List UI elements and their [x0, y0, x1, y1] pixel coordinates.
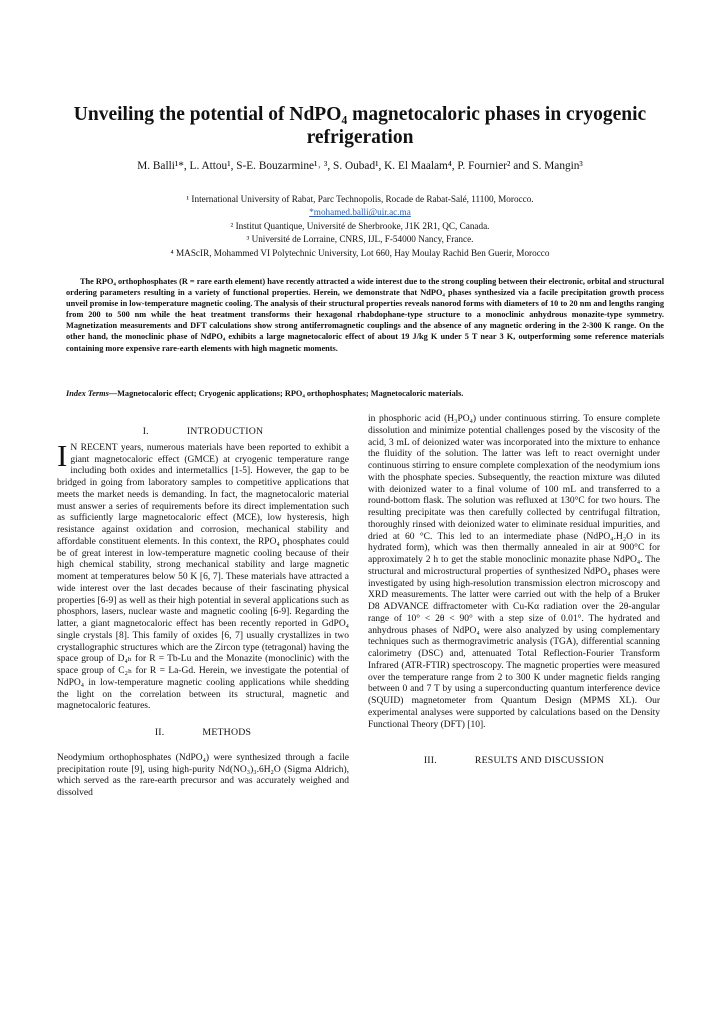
index-terms: [66, 389, 664, 398]
section-number: III.: [423, 755, 437, 767]
affiliation-2: ² Institut Quantique, Université de Sherbrooke, J1K 2R1, QC, Canada.: [230, 220, 490, 231]
affiliations: [40, 193, 680, 260]
section-title: RESULTS AND DISCUSSION: [474, 755, 605, 767]
affiliation-1: ¹ International University of Rabat, Parc Technopolis, Rocade de Rabat-Salé, 11100, Morocco.: [186, 194, 534, 204]
section-title: METHODS: [202, 727, 252, 738]
introduction-text: N RECENT years, numerous materials have been reported to exhibit a giant magnetocaloric effect (GMCE) at cryogenic temperature range including both oxides and intermetallics [1-5]. However, the gap to be bridged in going from laboratory samples to competitive applications that meets the market needs is demanding. In fact, the magnetocaloric material must answer a series of requirements before its direct implementation such as sufficiently large magnetocaloric effect (MCE), low hysteresis, high resistance against oxidation and corrosion, mechanical stability and affordable constituent elements. In this context, the RPO₄ phosphates could be of great interest in low-temperature magnetic cooling because of their high chemical stability, strong mechanical stability and large magnetic moment at temperatures below 50 K [6, 7]. These materials have attracted a wide interest over the last decades because of their fascinating physical properties [6-9] as well as their high potential in several applications such as phosphors, lasers, nuclear waste and magnetic cooling [6-9]. Regarding the latter, a giant magnetocaloric effect has been recently reported in GdPO₄ single crystals [8]. This family of oxides [6, 7] usually crystallizes in two crystallographic structures which are the Zircon type (tetragonal) having the space group of D₄ₕ for R = Tb-Lu and the Monazite (monoclinic) with the space group of C₂ₕ for R = La-Gd. Herein, we investigate the potential of NdPO₄ in low-temperature magnetic cooling applications while shedding the light on the correlation between its structural, magnetic and magnetocaloric features.: [57, 442, 349, 712]
introduction-paragraph: [57, 437, 349, 713]
abstract: The RPO₄ orthophosphates (R = rare earth element) have recently attracted a wide interest due to the strong coupling between their electronic, orbital and structural ordering parameters resulting in a variety of functional properties. Herein, we demonstrate that NdPO₄ phases synthesized via a facile precipitation growth process unveil promise in low-temperature magnetic cooling. The analysis of their structural properties reveals nanorod forms with diameters of 10 to 20 nm and lengths ranging from 200 to 500 nm while the heat treatment transforms their hexagonal rhabdophane-type structure to a monoclinic anhydrous monazite-type symmetry. Magnetization measurements and DFT calculations show strong antiferromagnetic couplings and the absence of any magnetic ordering in the 2-300 K range. On the other hand, the monoclinic phase of NdPO₄ exhibits a large magnetocaloric effect of about 19 J/kg K under 5 T near 3 K, outperforming some reference materials containing more expensive rare-earth elements with high magnetic moments.: [66, 277, 664, 353]
drop-cap: I: [57, 437, 68, 473]
methods-continued-paragraph: in phosphoric acid (H₃PO₄) under continuous stirring. To ensure complete dissolution and minimize potential challenges posed by the viscosity of the acid, 3 mL of deionized water was incorporated into the mixture to enhance the fluidity of the solution. The latter was left to react overnight under continuous stirring to ensure complete complexation of the neodymium ions with the phosphate species. Subsequently, the reaction mixture was diluted with deionized water to a final volume of 100 mL and transferred to a round-bottom flask. The solution was refluxed at 130°C for two hours. The resulting precipitate was then carefully collected by centrifugal filtration, thoroughly rinsed with deionized water to eliminate residual impurities, and dried at 60 °C. This led to an intermediate phase (NdPO₄.H₂O in its hydrated form), which was then thermally annealed in air at 900°C for approximately 2 h to get the stable monoclinic monazite phase NdPO₄. The structural and microstructural properties of synthesized NdPO₄ phases were investigated by using high-resolution transmission electron microscopy and XRD measurements. The latter were carried out with the help of a Bruker D8 ADVANCE diffractometer with Cu-Kα radiation over the 2θ-angular range of 10° < 2θ < 90° with a step size of 0.01°. The hydrated and anhydrous phases of NdPO₄ were also analyzed by using complementary techniques such as thermogravimetric analysis (TGA), differential scanning calorimetry (DSC) and, attenuated Total Reflection-Fourier Transform Infrared (ATR-FTIR) spectroscopy. The magnetic properties were measured over the temperature range from 2 to 300 K under magnetic fields ranging between 0 and 7 T by using a superconducting quantum interference device (SQUID) magnetometer from Quantum Design (MPMS XL). Our experimental analyses were supported by calculations based on the Density Functional Theory (DFT) [10].: [368, 414, 660, 730]
affiliation-3: ³ Université de Lorraine, CNRS, IJL, F-54000 Nancy, France.: [246, 234, 474, 245]
paper-title: Unveiling the potential of NdPO₄ magnetocaloric phases in cryogenic refrigeration: [73, 104, 647, 148]
index-terms-text: —Magnetocaloric effect; Cryogenic applications; RPO₄ orthophosphates; Magnetocaloric materials.: [108, 389, 464, 398]
index-terms-label: Index Terms: [66, 389, 109, 398]
methods-paragraph: Neodymium orthophosphates (NdPO₄) were synthesized through a facile precipitation route [9], using high-purity Nd(NO₃)₃.6H₂O (Sigma Aldrich), which served as the rare-earth precursor and was accurately weighed and dissolved: [57, 752, 349, 798]
right-column: [368, 414, 660, 767]
affiliation-4: ⁴ MAScIR, Mohammed VI Polytechnic University, Lot 660, Hay Moulay Rachid Ben Guerir, Morocco: [170, 247, 550, 258]
section-heading-results: [368, 755, 660, 767]
section-title: INTRODUCTION: [186, 426, 264, 437]
section-number: II.: [154, 727, 165, 738]
section-number: I.: [142, 426, 149, 437]
section-heading-introduction: [57, 426, 349, 438]
author-list: M. Balli¹*, L. Attou¹, S-E. Bouzarmine¹˒ ³, S. Oubad¹, K. El Maalam⁴, P. Fournier² and S. Mangin³: [137, 160, 583, 172]
left-column: [57, 426, 349, 800]
section-heading-methods: [57, 727, 349, 739]
corresponding-email-link[interactable]: *mohamed.balli@uir.ac.ma: [309, 207, 411, 218]
